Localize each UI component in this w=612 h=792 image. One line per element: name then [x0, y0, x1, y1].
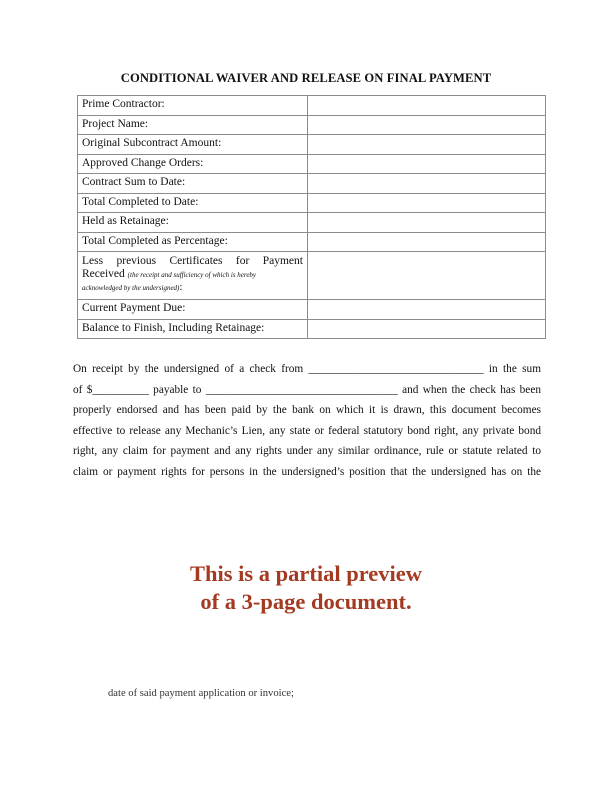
row-value[interactable] — [308, 115, 546, 135]
row-label: Held as Retainage: — [78, 213, 308, 233]
received-note: (the receipt and sufficiency of which is hereby — [127, 271, 257, 279]
paragraph-line: right, any claim for payment and any rights under any similar ordinance, rule or statute related to — [73, 445, 541, 457]
partial-preview-notice — [0, 560, 612, 616]
row-value[interactable] — [308, 252, 546, 300]
row-label: Current Payment Due: — [78, 300, 308, 320]
word: Certificates — [169, 255, 223, 267]
table-row — [78, 174, 546, 194]
preview-line-1: This is a partial preview — [189, 561, 423, 586]
row-label: Original Subcontract Amount: — [78, 135, 308, 155]
row-label: Total Completed as Percentage: — [78, 232, 308, 252]
row-value[interactable] — [308, 135, 546, 155]
word: for — [235, 255, 250, 267]
received-word: Received — [82, 268, 125, 280]
word: previous — [116, 255, 157, 267]
table-row — [78, 193, 546, 213]
row-label: Prime Contractor: — [78, 96, 308, 116]
document-title: CONDITIONAL WAIVER AND RELEASE ON FINAL PAYMENT — [120, 71, 492, 85]
row-value[interactable] — [308, 300, 546, 320]
paragraph-line: of $__________ payable to __________________________________ and when the check has been — [73, 383, 541, 396]
table-row — [78, 96, 546, 116]
row-label: Contract Sum to Date: — [78, 174, 308, 194]
previous-certificates-line — [82, 252, 303, 268]
row-value[interactable] — [308, 319, 546, 339]
row-value[interactable] — [308, 213, 546, 233]
received-line — [82, 268, 303, 281]
word: Less — [82, 255, 104, 267]
table-row — [78, 319, 546, 339]
table-row — [78, 135, 546, 155]
row-label: Balance to Finish, Including Retainage: — [78, 319, 308, 339]
trailing-text: date of said payment application or invoice; — [108, 688, 294, 699]
row-value[interactable] — [308, 174, 546, 194]
row-label: Approved Change Orders: — [78, 154, 308, 174]
table-row — [78, 213, 546, 233]
colon: : — [179, 281, 183, 293]
payment-info-table — [77, 95, 546, 339]
preview-line-2: of a 3-page document. — [200, 589, 412, 614]
acknowledged-note: acknowledged by the undersigned) — [82, 284, 180, 292]
row-label-previous-certificates — [78, 252, 308, 300]
acknowledged-line — [82, 281, 303, 295]
table-row — [78, 252, 546, 300]
paragraph-line: On receipt by the undersigned of a check from _______________________________ in the sum — [73, 363, 541, 375]
table-row — [78, 232, 546, 252]
waiver-body-paragraph — [73, 359, 541, 482]
row-label: Total Completed to Date: — [78, 193, 308, 213]
row-value[interactable] — [308, 193, 546, 213]
word: Payment — [262, 255, 303, 267]
table-row — [78, 300, 546, 320]
paragraph-line: effective to release any Mechanic’s Lien, any state or federal statutory bond right, any private bond — [73, 424, 541, 437]
row-value[interactable] — [308, 96, 546, 116]
row-value[interactable] — [308, 154, 546, 174]
paragraph-line: claim or payment rights for persons in the undersigned’s position that the undersigned has on the — [73, 465, 541, 478]
table-row — [78, 115, 546, 135]
row-value[interactable] — [308, 232, 546, 252]
table-row — [78, 154, 546, 174]
row-label: Project Name: — [78, 115, 308, 135]
paragraph-line: properly endorsed and has been paid by the bank on which it is drawn, this document becomes — [73, 404, 541, 416]
